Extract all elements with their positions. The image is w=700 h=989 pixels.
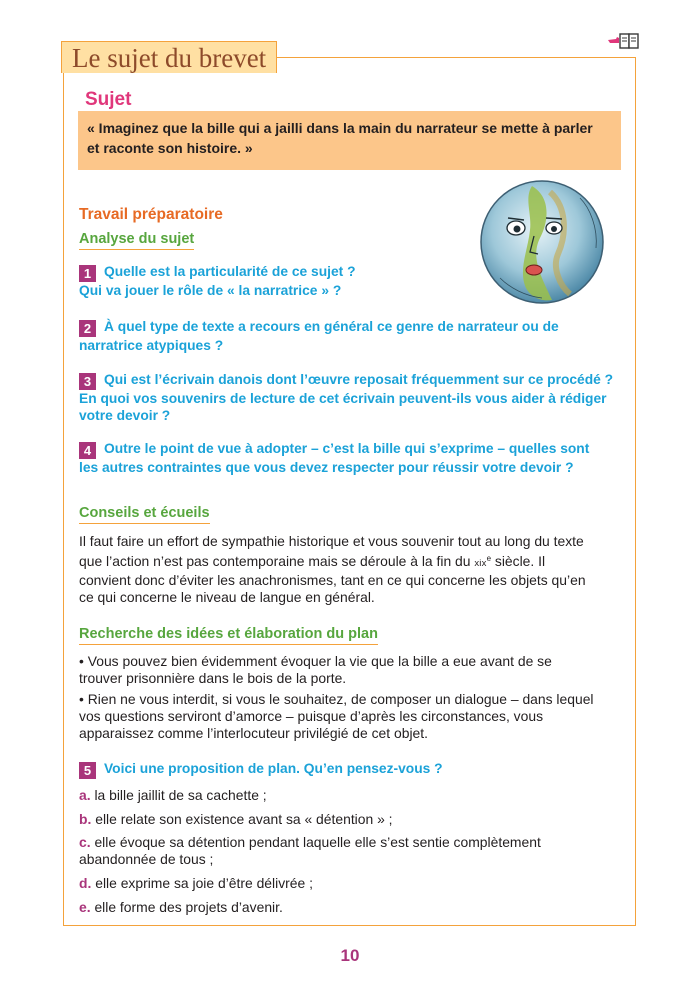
- analyse-title: Analyse du sujet: [79, 231, 194, 250]
- plan-item-b: b. elle relate son existence avant sa « détention » ;: [79, 811, 393, 827]
- question-number: 3: [79, 373, 96, 390]
- question-2: 2 À quel type de texte a recours en général ce genre de narrateur ou de narratrice atypiques ?: [79, 319, 559, 353]
- question-number: 2: [79, 320, 96, 337]
- recherche-paragraph-2: • Rien ne vous interdit, si vous le souhaitez, de composer un dialogue – dans lequel vos questions serviront d’amorce – puisque d’après les circonstances, vous apparaissez comme l’interlocuteur privilégié de cet objet.: [79, 691, 594, 741]
- sujet-box: [78, 111, 621, 170]
- recherche-paragraph-1: • Vous pouvez bien évidemment évoquer la vie que la bille a eue avant de se trouver prisonnière dans le bois de la porte.: [79, 653, 552, 686]
- recherche-title: Recherche des idées et élaboration du plan: [79, 626, 378, 645]
- question-4: 4 Outre le point de vue à adopter – c’est la bille qui s’exprime – quelles sont les autres contraintes que vous devez respecter pour réussir votre devoir ?: [79, 441, 590, 475]
- page-title: Le sujet du brevet: [61, 41, 277, 73]
- travail-title: Travail préparatoire: [79, 206, 223, 223]
- question-number: 5: [79, 762, 96, 779]
- question-number: 4: [79, 442, 96, 459]
- sujet-line-2: et raconte son histoire. »: [87, 140, 253, 156]
- plan-item-a: a. la bille jaillit de sa cachette ;: [79, 787, 267, 803]
- question-3: 3 Qui est l’écrivain danois dont l’œuvre reposait fréquemment sur ce procédé ? En quoi vos souvenirs de lecture de cet écrivain peuvent-ils vous aider à rédiger votre devoir ?: [79, 372, 614, 423]
- conseils-paragraph: Il faut faire un effort de sympathie historique et vous souvenir tout au long du texte que l’action n’est pas contemporaine mais se déroule à la fin du xix$^e$ siècle. Il convient donc d’éviter les anachronismes, tant en ce qui concerne les objets qu’en ce qui concerne le niveau de langue en général.: [79, 533, 586, 605]
- question-5: 5 Voici une proposition de plan. Qu’en pensez-vous ?: [79, 760, 622, 779]
- sujet-line-1: « Imaginez que la bille qui a jailli dans la main du narrateur se mette à parler: [87, 120, 593, 136]
- plan-item-d: d. elle exprime sa joie d’être délivrée ;: [79, 875, 313, 891]
- plan-item-c: c. elle évoque sa détention pendant laquelle elle s’est sentie complètement abandonnée de tous ;: [79, 834, 541, 867]
- conseils-title: Conseils et écueils: [79, 505, 210, 524]
- question-number: 1: [79, 265, 96, 282]
- question-1: 1 Quelle est la particularité de ce sujet ? Qui va jouer le rôle de « la narratrice » ?: [79, 264, 356, 298]
- pointing-hand-book-icon: [606, 31, 640, 51]
- page-number: 10: [340, 946, 360, 965]
- plan-item-e: e. elle forme des projets d’avenir.: [79, 899, 283, 915]
- sujet-heading: Sujet: [85, 89, 132, 110]
